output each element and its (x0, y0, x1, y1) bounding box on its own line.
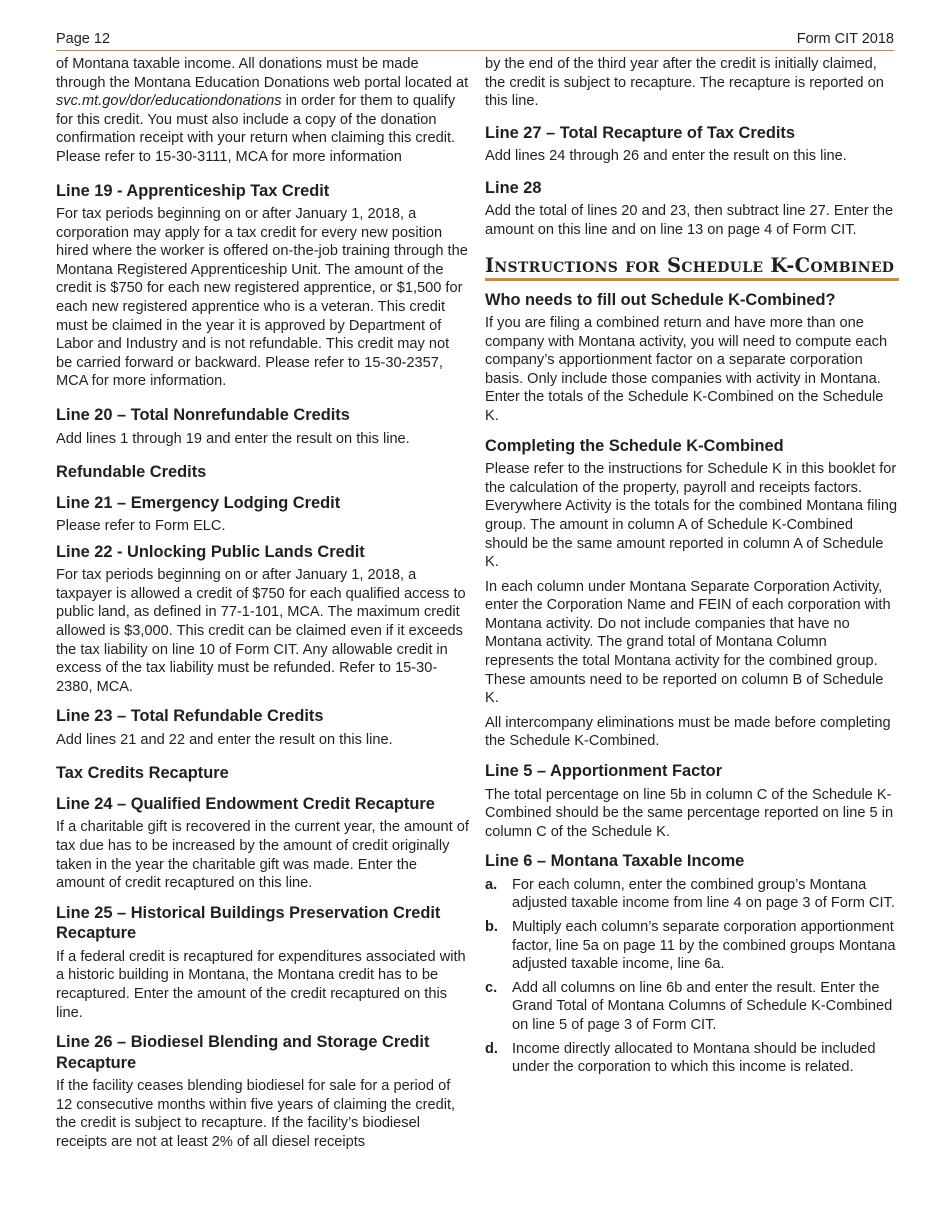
continued-paragraph: by the end of the third year after the credit is initially claimed, the credit is subject to recapture. The recapture is reported on this line. (485, 56, 884, 110)
line19-text: For tax periods beginning on or after January 1, 2018, a corporation may apply for a tax credit for every new position hired where the worker is offered on-the-job training through the Montana Registered Apprenticeship Unit. The amount of the credit is $750 for each new registered apprentice, or $1,500 for each new registered apprentice who is a veteran. This credit must be claimed in the year it is approved by Department of Labor and Industry and is not refundable. This credit may not be carried forward or backward. Please refer to 15-30-2357, MCA for more information. (56, 206, 468, 390)
line22-heading: Line 22 - Unlocking Public Lands Credit (56, 542, 365, 561)
completing-text-3: All intercompany eliminations must be made before completing the Schedule K-Combined. (485, 714, 891, 750)
line28-text: Add the total of lines 20 and 23, then subtract line 27. Enter the amount on this line and on line 13 on page 4 of Form CIT. (485, 203, 894, 238)
line6-steps (485, 876, 899, 1077)
who-needs-text: If you are filing a combined return and have more than one company with Montana activity, you will need to compute each company’s apportionment factor on a separate corporation basis. Only include those companies with activity in Montana. Enter the totals of the Schedule K-Combined on the Schedule K. (485, 315, 888, 425)
list-item (485, 979, 899, 1035)
completing-text-1: Please refer to the instructions for Schedule K in this booklet for the calculation of the property, payroll and receipts factors. Everywhere Activity is the totals for the combined Montana filing group. The amount in column A of Schedule K-Combined should be the same amount reported in column A of Schedule K. (485, 461, 898, 571)
line26-heading: Line 26 – Biodiesel Blending and Storage Credit Recapture (56, 1033, 430, 1072)
line28-heading: Line 28 (485, 178, 542, 197)
line24-text: If a charitable gift is recovered in the current year, the amount of tax due has to be increased by the amount of credit originally taken in the year the charitable gift was made. Enter the amount of credit recaptured on this line. (56, 819, 469, 892)
intro-text: of Montana taxable income. All donations must be made through the Montana Education Donations web portal located at (56, 56, 469, 91)
list-item (485, 918, 899, 974)
line21-heading: Line 21 – Emergency Lodging Credit (56, 493, 341, 512)
line27-text: Add lines 24 through 26 and enter the result on this line. (485, 148, 847, 165)
list-item-text: Multiply each column’s separate corporation apportionment factor, line 5a on page 11 by the combined groups Montana adjusted taxable income, line 6a. (512, 919, 896, 973)
list-marker: c. (485, 979, 498, 996)
page-number: Page 12 (56, 31, 111, 47)
line22-text: For tax periods beginning on or after January 1, 2018, a taxpayer is allowed a credit of $750 for each qualified access to public land, as defined in 77-1-101, MCA. The maximum credit allowed is $3,000. This credit can be claimed even if it exceeds the tax liability on line 10 of Form CIT. Any allowable credit in excess of the tax liability must be refunded. Refer to 15-30-2380, MCA. (56, 567, 466, 695)
line20-text: Add lines 1 through 19 and enter the result on this line. (56, 430, 410, 447)
line19-heading: Line 19 - Apprenticeship Tax Credit (56, 181, 330, 200)
list-item-text: Add all columns on line 6b and enter the result. Enter the Grand Total of Montana Columns of Schedule K-Combined on line 5 of page 3 of Form CIT. (512, 979, 893, 1033)
list-marker: d. (485, 1040, 498, 1057)
who-needs-heading: Who needs to fill out Schedule K-Combined? (485, 290, 836, 309)
donations-url: svc.mt.gov/dor/educationdonations (56, 93, 282, 110)
list-marker: a. (485, 876, 498, 893)
line6-heading: Line 6 – Montana Taxable Income (485, 852, 745, 871)
schedule-k-combined-section-title: Instructions for Schedule K-Combined (485, 254, 899, 281)
line25-text: If a federal credit is recaptured for expenditures associated with a historic building in Montana, the Montana credit has to be recaptured. Enter the amount of the credit recaptured on this line. (56, 948, 466, 1021)
refundable-credits-heading: Refundable Credits (56, 463, 207, 482)
line23-heading: Line 23 – Total Refundable Credits (56, 707, 324, 726)
list-item (485, 876, 899, 913)
left-column (56, 55, 469, 1158)
line27-heading: Line 27 – Total Recapture of Tax Credits (485, 123, 795, 142)
line26-text: If the facility ceases blending biodiesel for sale for a period of 12 consecutive months within five years of claiming the credit, the credit is subject to recapture. If the facility’s biodiesel receipts are not at least 2% of all diesel receipts (56, 1078, 456, 1150)
list-item-text: For each column, enter the combined group’s Montana adjusted taxable income from line 4 on page 3 of Form CIT. (512, 876, 895, 912)
intro-text-end: in order for them to qualify for this credit. You must also include a copy of the donation confirmation receipt with your return when claiming this credit. Please refer to 15-30-3111, MCA for more information (56, 93, 456, 165)
line24-heading: Line 24 – Qualified Endowment Credit Recapture (56, 794, 435, 813)
completing-text-2: In each column under Montana Separate Corporation Activity, enter the Corporation Name and FEIN of each corporation with Montana activity. Do not include companies that have no Montana activity. The grand total of Montana Column represents the total Montana activity for the combined group. These amounts need to be reported on column B of Schedule K. (485, 578, 891, 707)
form-title: Form CIT 2018 (796, 31, 894, 47)
line5-text: The total percentage on line 5b in column C of the Schedule K-Combined should be the same percentage reported on line 5 in column C of the Schedule K. (485, 786, 894, 840)
page-header (56, 31, 894, 51)
list-item (485, 1040, 899, 1077)
line25-heading: Line 25 – Historical Buildings Preservation Credit Recapture (56, 903, 441, 943)
line20-heading: Line 20 – Total Nonrefundable Credits (56, 406, 350, 424)
line5-heading: Line 5 – Apportionment Factor (485, 762, 723, 781)
list-item-text: Income directly allocated to Montana should be included under the corporation to which this income is related. (512, 1040, 876, 1076)
right-column (485, 55, 899, 1082)
intro-paragraph (56, 55, 469, 167)
completing-heading: Completing the Schedule K-Combined (485, 436, 784, 455)
tax-credits-recapture-heading: Tax Credits Recapture (56, 764, 229, 783)
line23-text: Add lines 21 and 22 and enter the result on this line. (56, 731, 393, 748)
list-marker: b. (485, 919, 498, 935)
line21-text: Please refer to Form ELC. (56, 518, 226, 535)
